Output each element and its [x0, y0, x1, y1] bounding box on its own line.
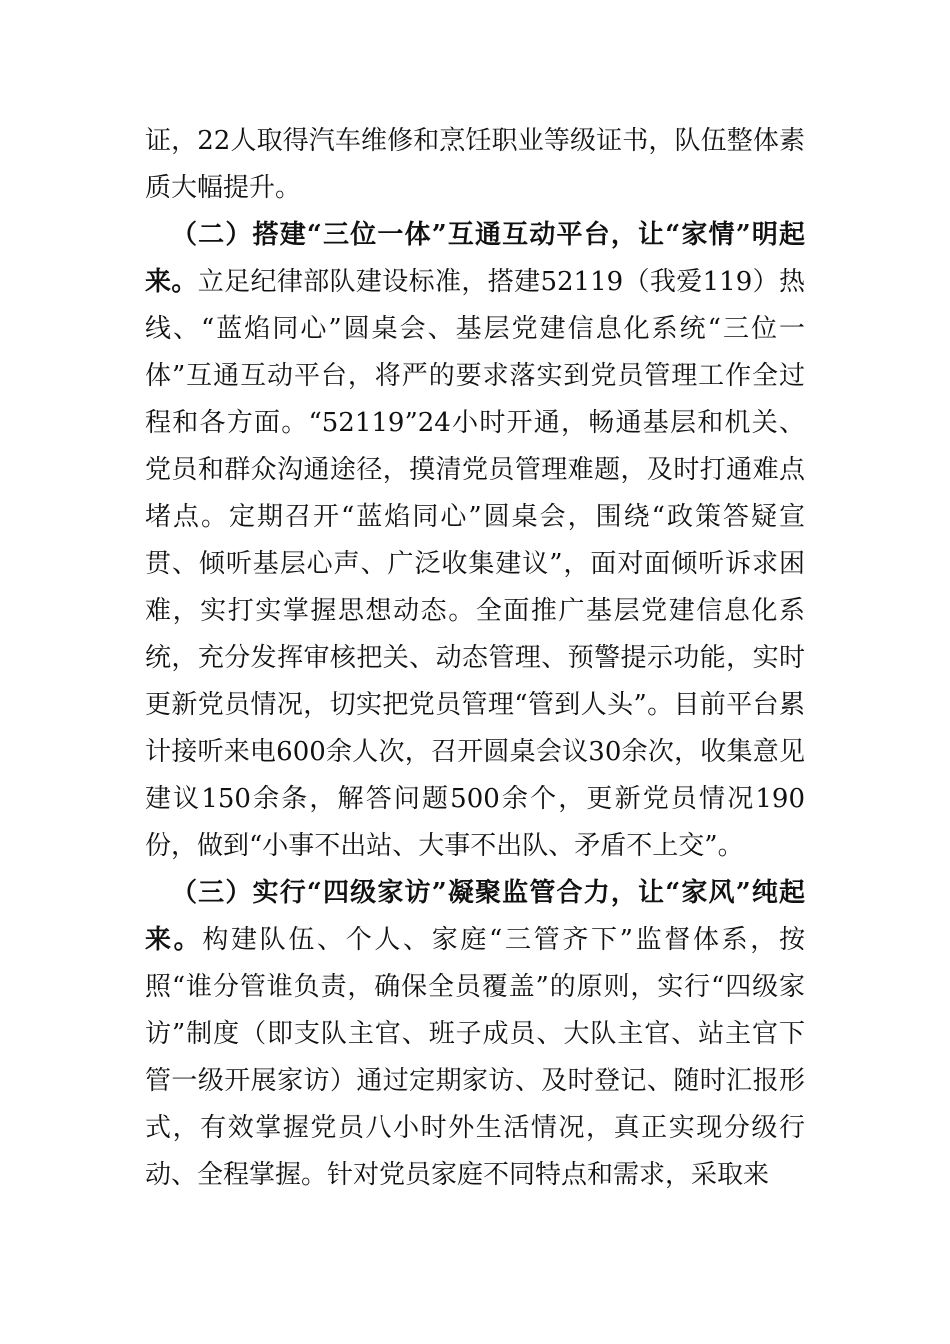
- paragraph-2-heading: （二）搭建“三位一体”互通互动平台，让“家情”明起来。: [145, 220, 805, 297]
- paragraph-1-body: 证，22人取得汽车维修和烹饪职业等级证书，队伍整体素质大幅提升。: [145, 126, 805, 203]
- paragraph-3: [145, 870, 805, 1199]
- paragraph-3-body: 构建队伍、个人、家庭“三管齐下”监督体系，按照“谁分管谁负责，确保全员覆盖”的原则，实行“四级家访”制度（即支队主官、班子成员、大队主官、站主官下管一级开展家访）通过定期家访、及时登记、随时汇报形式，有效掌握党员八小时外生活情况，真正实现分级行动、全程掌握。针对党员家庭不同特点和需求，采取来: [145, 925, 805, 1190]
- paragraph-2: [145, 212, 805, 870]
- document-page: [145, 118, 805, 1199]
- paragraph-2-body: 立足纪律部队建设标准，搭建52119（我爱119）热线、“蓝焰同心”圆桌会、基层党建信息化系统“三位一体”互通互动平台，将严的要求落实到党员管理工作全过程和各方面。“52119”24小时开通，畅通基层和机关、党员和群众沟通途径，摸清党员管理难题，及时打通难点堵点。定期召开“蓝焰同心”圆桌会，围绕“政策答疑宣贯、倾听基层心声、广泛收集建议”，面对面倾听诉求困难，实打实掌握思想动态。全面推广基层党建信息化系统，充分发挥审核把关、动态管理、预警提示功能，实时更新党员情况，切实把党员管理“管到人头”。目前平台累计接听来电600余人次，召开圆桌会议30余次，收集意见建议150余条，解答问题500余个，更新党员情况190份，做到“小事不出站、大事不出队、矛盾不上交”。: [145, 267, 805, 861]
- paragraph-1: [145, 118, 805, 212]
- paragraph-3-heading: （三）实行“四级家访”凝聚监管合力，让“家风”纯起来。: [145, 878, 805, 955]
